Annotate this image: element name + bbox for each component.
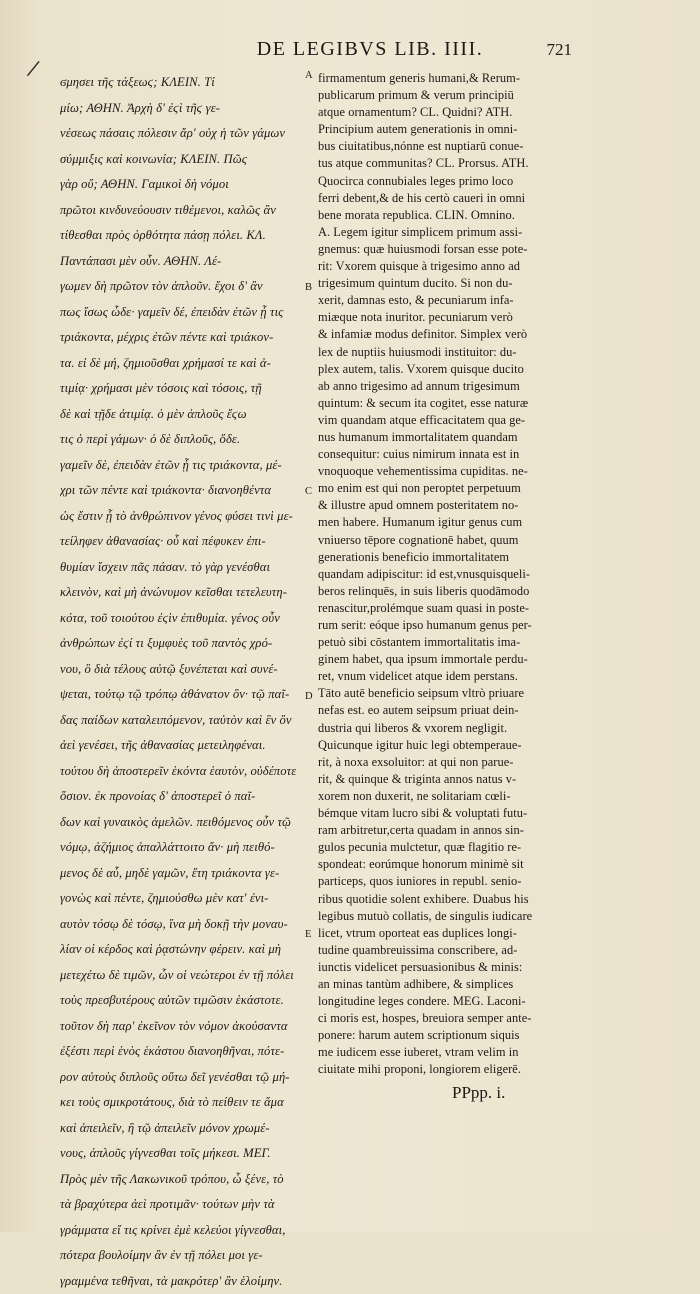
text-line: ὡς ἔστιν ᾗ τὸ ἀνθρώπινον γένος φύσει τινὶ με- bbox=[60, 504, 302, 530]
text-line: τὰ βραχύτερα ἀεὶ προτιμᾶν· τούτων μὴν τὰ bbox=[60, 1192, 302, 1218]
section-letter: C bbox=[305, 486, 312, 497]
text-line: nefas est. eo autem seipsum priuat dein- bbox=[318, 702, 576, 719]
text-line: δὲ καὶ τῇδε ἀτιμίᾳ. ὁ μὲν ἁπλοῦς ἔϛω bbox=[60, 402, 302, 428]
text-line: quintum: & secum ita cogitet, esse naturæ bbox=[318, 395, 576, 412]
text-line: consequitur: cuius nimirum innata est in bbox=[318, 446, 576, 463]
text-line: μενος δὲ αὖ, μηδὲ γαμῶν, ἔτη τριάκοντα γε- bbox=[60, 861, 302, 887]
text-line: an minas tantùm adhibere, & simplices bbox=[318, 976, 576, 993]
text-line: publicarum primum & verum principiū bbox=[318, 87, 576, 104]
text-line: vniuerso tēpore cognationē habet, quum bbox=[318, 532, 576, 549]
text-line: τούτου δὴ ἀποστερεῖν ἑκόντα ἑαυτὸν, οὐδέποτε bbox=[60, 759, 302, 785]
text-line: & infamiæ modus definitor. Simplex verò bbox=[318, 326, 576, 343]
text-line: bus ciuitatibus,nónne est nuptiarū conue- bbox=[318, 138, 576, 155]
text-line: firmamentum generis humani,& Rerum- bbox=[318, 70, 576, 87]
text-line: κει τοὺς σμικροτάτους, διὰ τὸ πείθειν τε ἅμα bbox=[60, 1090, 302, 1116]
text-line: γὰρ οὔ; ΑΘΗΝ. Γαμικοὶ δὴ νόμοι bbox=[60, 172, 302, 198]
text-line: νους, ἁπλοῦς γίγνεσθαι τοῖς μήκεσι. ΜΕΓ. bbox=[60, 1141, 302, 1167]
text-line: mo enim est qui non peroptet perpetuum bbox=[318, 480, 576, 497]
text-line: Principium autem generationis in omni- bbox=[318, 121, 576, 138]
text-line: gnemus: quæ huiusmodi forsan esse pote- bbox=[318, 241, 576, 258]
text-line: trigesimum quintum ducito. Si non du- bbox=[318, 275, 576, 292]
text-line: vnoquoque vehementissima cupiditas. ne- bbox=[318, 463, 576, 480]
text-line: τείληφεν ἀθανασίας· οὗ καὶ πέφυκεν ἐπι- bbox=[60, 529, 302, 555]
text-line: iunctis videlicet persuasionibus & minis: bbox=[318, 959, 576, 976]
greek-text-column bbox=[60, 70, 302, 1294]
section-letter: B bbox=[305, 282, 312, 293]
text-line: μετεχέτω δὲ τιμῶν, ὧν οἱ νεώτεροι ἐν τῇ πόλει bbox=[60, 963, 302, 989]
text-line: χρι τῶν πέντε καὶ τριάκοντα· διανοηθέντα bbox=[60, 478, 302, 504]
text-line: bémque vitam lucro sibi & voluptati futu- bbox=[318, 805, 576, 822]
text-line: νέσεως πάσαις πόλεσιν ἄρ' οὐχ ἡ τῶν γάμων bbox=[60, 121, 302, 147]
text-line: gulos pecunia mulctetur, quæ flagitio re- bbox=[318, 839, 576, 856]
text-line: rit, à noxa exsoluitor: at qui non parue- bbox=[318, 754, 576, 771]
text-line: γραμμένα τεθῆναι, τὰ μακρότερ' ἂν ἑλοίμην. bbox=[60, 1269, 302, 1294]
text-line: ponere: harum autem scriptionum siquis bbox=[318, 1027, 576, 1044]
text-line: ψεται, τούτῳ τῷ τρόπῳ ἀθάνατον ὂν· τῷ παῖ- bbox=[60, 682, 302, 708]
text-line: μίω; ΑΘΗΝ. Ἀρχὴ δ' ἐϛὶ τῆϛ γε- bbox=[60, 96, 302, 122]
running-head: DE LEGIBVS LIB. IIII. bbox=[190, 38, 550, 61]
text-line: renascitur,prolémque suam quasi in poste- bbox=[318, 600, 576, 617]
text-line: men habere. Humanum igitur genus cum bbox=[318, 514, 576, 531]
signature-mark: PPpp. i. bbox=[452, 1083, 505, 1103]
text-line: πότερα βουλοίμην ἂν ἐν τῇ πόλει μοι γε- bbox=[60, 1243, 302, 1269]
text-line: ρον αὐτοὺς διπλοῦς οὕτω δεῖ γενέσθαι τῷ μή- bbox=[60, 1065, 302, 1091]
text-line: ci moris est, hospes, breuiora semper ante- bbox=[318, 1010, 576, 1027]
text-line: ram arbitretur,certa quadam in annos sin- bbox=[318, 822, 576, 839]
text-line: γωμεν δὴ πρῶτον τὸν ἁπλοῦν. ἔχοι δ' ἂν bbox=[60, 274, 302, 300]
text-line: lex de nuptiis huiusmodi instituitor: du- bbox=[318, 344, 576, 361]
text-line: & illustre apud omnem posteritatem no- bbox=[318, 497, 576, 514]
text-line: γονὼς καὶ πέντε, ζημιούσθω μὲν κατ' ἐνι- bbox=[60, 886, 302, 912]
page-number: 721 bbox=[547, 40, 573, 60]
text-line: τα. εἰ δὲ μή, ζημιοῦσθαι χρήμασί τε καὶ ἀ- bbox=[60, 351, 302, 377]
text-line: ferri debent,& de his certò caueri in omni bbox=[318, 190, 576, 207]
text-line: πρῶτοι κινδυνεύουσιν τιθέμενοι, καλῶς ἂν bbox=[60, 198, 302, 224]
text-line: rit, & quinque & triginta annos natus v- bbox=[318, 771, 576, 788]
text-line: τις ὁ περὶ γάμων· ὁ δὲ διπλοῦς, ὅδε. bbox=[60, 427, 302, 453]
text-line: beros relinquēs, in suis liberis quodāmodo bbox=[318, 583, 576, 600]
text-line: δων καὶ γυναικὸς ἀμελῶν. πειθόμενος οὖν τῷ bbox=[60, 810, 302, 836]
text-line: πως ἴσως ὧδε· γαμεῖν δέ, ἐπειδὰν ἐτῶν ᾖ τις bbox=[60, 300, 302, 326]
text-line: σύμμιξις καὶ κοινωνία; ΚΛΕΙΝ. Πῶς bbox=[60, 147, 302, 173]
text-line: tudine quambreuissima conscribere, ad- bbox=[318, 942, 576, 959]
text-line: A. Legem igitur simplicem primum assi- bbox=[318, 224, 576, 241]
text-line: nus humanum immortalitatem quandam bbox=[318, 429, 576, 446]
text-line: γράμματα εἴ τις κρίνει ἐμὲ κελεύοι γίγνεσθαι, bbox=[60, 1218, 302, 1244]
text-line: vim quandam atque efficacitatem qua ge- bbox=[318, 412, 576, 429]
text-line: xerit, damnas esto, & pecuniarum infa- bbox=[318, 292, 576, 309]
text-line: ret, vnum videlicet atque idem perstans. bbox=[318, 668, 576, 685]
text-line: καὶ ἀπειλεῖν, ἢ τῷ ἀπειλεῖν μόνον χρωμέ- bbox=[60, 1116, 302, 1142]
text-line: tus atque communitas? CL. Prorsus. ATH. bbox=[318, 155, 576, 172]
text-line: τοῦτον δὴ παρ' ἐκεῖνον τὸν νόμον ἀκούσαντα bbox=[60, 1014, 302, 1040]
text-line: τιμίᾳ· χρήμασι μὲν τόσοις καὶ τόσοις, τῇ bbox=[60, 376, 302, 402]
text-line: ὅσιον. ἐκ προνοίας δ' ἀποστερεῖ ὁ παῖ- bbox=[60, 784, 302, 810]
section-letter: D bbox=[305, 691, 313, 702]
text-line: longitudine leges condere. MEG. Laconi- bbox=[318, 993, 576, 1010]
text-line: ϭμησει τῆς τάξεωϛ; ΚΛΕΙΝ. Τί bbox=[60, 70, 302, 96]
text-line: me iudicem esse iuberet, vtram velim in bbox=[318, 1044, 576, 1061]
text-line: τοὺς πρεσβυτέρους αὐτῶν τιμῶσιν ἑκάστοτε. bbox=[60, 988, 302, 1014]
text-line: δας παίδων καταλειπόμενον, ταὐτὸν καὶ ἓν ὂν bbox=[60, 708, 302, 734]
section-letter: A bbox=[305, 70, 313, 81]
text-line: quandam adipiscitur: id est,vnusquisqueli- bbox=[318, 566, 576, 583]
text-line: generationis beneficio immortalitatem bbox=[318, 549, 576, 566]
text-line: particeps, quos iuniores in republ. senio- bbox=[318, 873, 576, 890]
text-line: τίθεσθαι πρὸς ὀρθότητα πάσῃ πόλει. ΚΛ. bbox=[60, 223, 302, 249]
text-line: αυτὸν τόσῳ δὲ τόσῳ, ἵνα μὴ δοκῇ τὴν μοναυ- bbox=[60, 912, 302, 938]
text-line: licet, vtrum oporteat eas duplices longi- bbox=[318, 925, 576, 942]
text-line: spondeat: eorúmque honorum minimè sit bbox=[318, 856, 576, 873]
text-line: dustria qui liberos & vxorem negligit. bbox=[318, 720, 576, 737]
text-line: γαμεῖν δὲ, ἐπειδὰν ἐτῶν ᾖ τις τριάκοντα, μέ- bbox=[60, 453, 302, 479]
text-line: legibus mutuò collatis, de singulis iudicare bbox=[318, 908, 576, 925]
text-line: Quicunque igitur huic legi obtemperaue- bbox=[318, 737, 576, 754]
text-line: ciuitate mihi proponi, longiorem eligerē. bbox=[318, 1061, 576, 1078]
text-line: ἐξέστι περὶ ἑνὸς ἑκάστου διανοηθῆναι, πότε- bbox=[60, 1039, 302, 1065]
text-line: Quocirca connubiales leges primo loco bbox=[318, 173, 576, 190]
text-line: petuò sibi cōstantem immortalitatis ima- bbox=[318, 634, 576, 651]
text-line: θυμίαν ἴσχειν πᾶς πάσαν. τὸ γὰρ γενέσθαι bbox=[60, 555, 302, 581]
text-line: plex autem, talis. Vxorem quisque ducito bbox=[318, 361, 576, 378]
text-line: τριάκοντα, μέχρις ἐτῶν πέντε καὶ τριάκον- bbox=[60, 325, 302, 351]
text-line: bene morata republica. CLIN. Omnino. bbox=[318, 207, 576, 224]
text-line: κότα, τοῦ τοιούτου ἐϛὶν ἐπιθυμία. γένος οὖν bbox=[60, 606, 302, 632]
text-line: rum serit: eóque ipso humanum genus per- bbox=[318, 617, 576, 634]
text-line: Παντάπασι μὲν οὖν. ΑΘΗΝ. Λέ- bbox=[60, 249, 302, 275]
text-line: atque ornamentum? CL. Quidni? ATH. bbox=[318, 104, 576, 121]
text-line: ἀεὶ γενέσει, τῆς ἀθανασίας μετειληφέναι. bbox=[60, 733, 302, 759]
text-line: Tāto autē beneficio seipsum vltrò priuare bbox=[318, 685, 576, 702]
text-line: νόμῳ, ἀζήμιος ἀπαλλάττοιτο ἄν· μὴ πειθό- bbox=[60, 835, 302, 861]
text-line: ἀνθρώπων ἐϛί τι ξυμφυὲς τοῦ παντὸς χρό- bbox=[60, 631, 302, 657]
text-line: rit: Vxorem quisque à trigesimo anno ad bbox=[318, 258, 576, 275]
text-line: κλεινὸν, καὶ μὴ ἀνώνυμον κεῖσθαι τετελευτη- bbox=[60, 580, 302, 606]
text-line: xorem non duxerit, ne solitariam cœli- bbox=[318, 788, 576, 805]
margin-mark: / bbox=[28, 56, 40, 81]
text-line: ribus quotidie solent exhibere. Duabus his bbox=[318, 891, 576, 908]
section-letter: E bbox=[305, 929, 311, 940]
text-line: λίαν οἱ κέρδος καὶ ῥᾳστώνην φέρειν. καὶ μὴ bbox=[60, 937, 302, 963]
text-line: ab anno trigesimo ad annum trigesimum bbox=[318, 378, 576, 395]
text-line: ginem habet, qua ipsum immortale perdu- bbox=[318, 651, 576, 668]
latin-text-column bbox=[318, 70, 576, 1079]
text-line: Πρὸς μὲν τῆς Λακωνικοῦ τρόπου, ὦ ξένε, τὸ bbox=[60, 1167, 302, 1193]
text-line: miæque nota inuritor. pecuniarum verò bbox=[318, 309, 576, 326]
text-line: νου, ὃ διὰ τέλους αὐτῷ ξυνέπεται καὶ συνέ- bbox=[60, 657, 302, 683]
